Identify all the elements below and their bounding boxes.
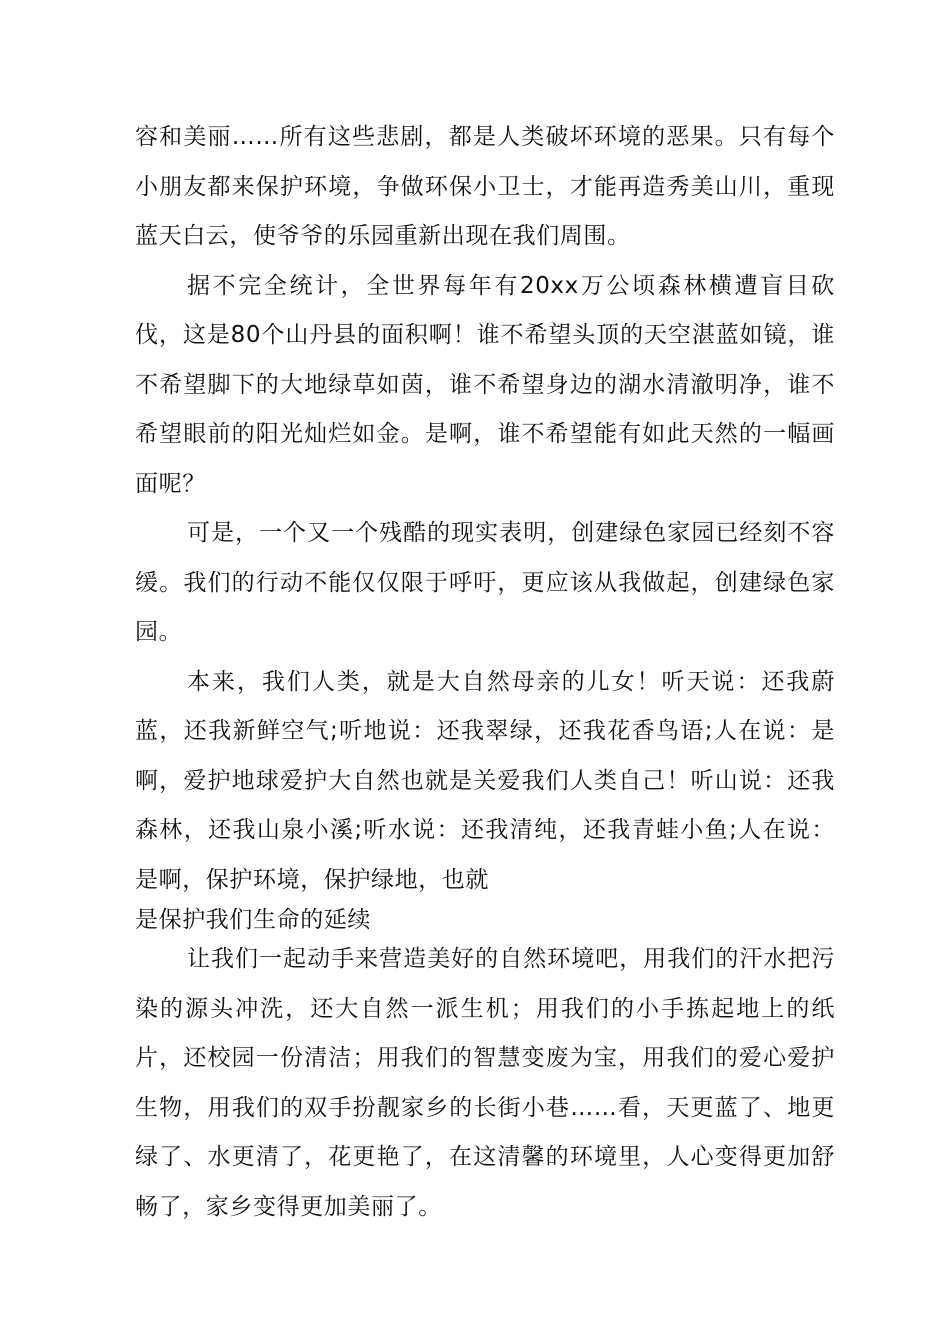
paragraph-2: 据不完全统计，全世界每年有20xx万公顷森林横遭盲目砍伐，这是80个山丹县的面积啊！谁不希望头顶的天空湛蓝如镜，谁不希望脚下的大地绿草如茵，谁不希望身边的湖水清澈明净，谁不希望眼前的阳光灿烂如金。是啊，谁不希望能有如此天然的一幅画面呢？ [135,272,835,497]
document-body [135,113,835,1232]
paragraph-6: 让我们一起动手来营造美好的自然环境吧，用我们的汗水把污染的源头冲洗，还大自然一派生机；用我们的小手拣起地上的纸片，还校园一份清洁；用我们的智慧变废为宝，用我们的爱心爱护生物，用我们的双手扮靓家乡的长街小巷……看，天更蓝了、地更绿了、水更清了，花更艳了，在这清馨的环境里，人心变得更加舒畅了，家乡变得更加美丽了。 [135,946,835,1220]
paragraph-4: 本来，我们人类，就是大自然母亲的儿女！听天说：还我蔚蓝，还我新鲜空气;听地说：还我翠绿，还我花香鸟语;人在说：是啊，爱护地球爱护大自然也就是关爱我们人类自己！听山说：还我森林，还我山泉小溪;听水说：还我清纯，还我青蛙小鱼;人在说：是啊，保护环境，保护绿地，也就 [135,668,835,893]
paragraph-1: 容和美丽……所有这些悲剧，都是人类破坏环境的恶果。只有每个小朋友都来保护环境，争做环保小卫士，才能再造秀美山川，重现蓝天白云，使爷爷的乐园重新出现在我们周围。 [135,124,835,249]
paragraph-3: 可是，一个又一个残酷的现实表明，创建绿色家园已经刻不容缓。我们的行动不能仅仅限于呼吁，更应该从我做起，创建绿色家园。 [135,520,835,645]
paragraph-5: 是保护我们生命的延续 [135,907,371,933]
